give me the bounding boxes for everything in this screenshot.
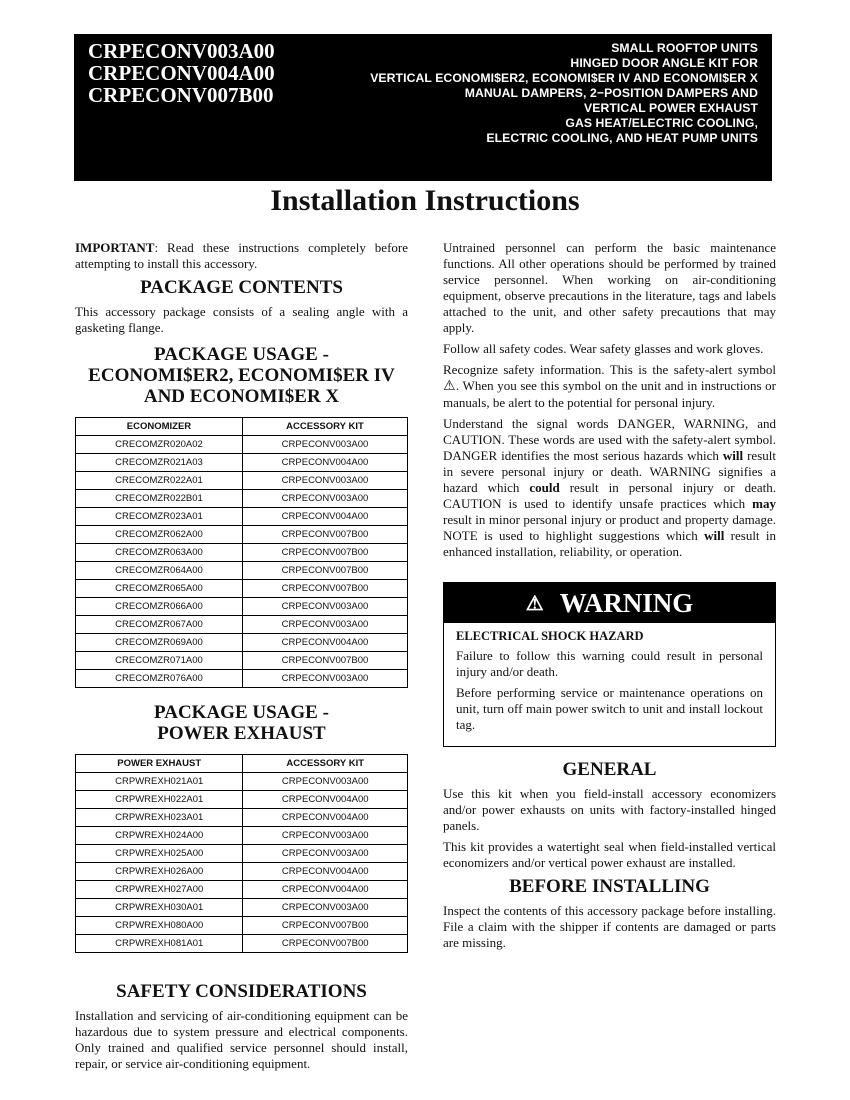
table-cell: CRPECONV003A00 [243, 899, 408, 917]
description-line: GAS HEAT/ELECTRIC COOLING, [565, 116, 758, 130]
before-installing-heading: BEFORE INSTALLING [509, 876, 710, 897]
column-header: ACCESSORY KIT [242, 418, 407, 436]
left-column [75, 240, 408, 1077]
table-cell: CRPECONV007B00 [243, 935, 408, 953]
table-cell: CRPECONV007B00 [242, 580, 407, 598]
table-row [76, 863, 408, 881]
table-cell: CRPWREXH024A00 [76, 827, 243, 845]
table-cell: CRPWREXH030A01 [76, 899, 243, 917]
table-cell: CRPECONV004A00 [243, 791, 408, 809]
table-row [76, 616, 408, 634]
important-note: IMPORTANT: Read these instructions completely before attempting to install this accessory. [75, 240, 408, 271]
table-row [76, 544, 408, 562]
table-cell: CRPWREXH023A01 [76, 809, 243, 827]
warning-subtitle: ELECTRICAL SHOCK HAZARD [456, 629, 644, 643]
safety-alert-paragraph: Recognize safety information. This is the safety-alert symbol ⚠. When you see this symbol on the unit and in instructions or manuals, be alert to the potential for personal injury. [443, 362, 776, 410]
model-numbers [88, 40, 275, 106]
table-cell: CRPECONV004A00 [243, 863, 408, 881]
table-row [76, 490, 408, 508]
model-number: CRPECONV003A00 [88, 39, 275, 63]
warning-triangle-icon: ⚠ [525, 592, 544, 615]
warning-header [444, 583, 775, 623]
description-line: VERTICAL ECONOMI$ER2, ECONOMI$ER IV AND ECONOMI$ER X [370, 71, 758, 85]
description-line: ELECTRIC COOLING, AND HEAT PUMP UNITS [486, 131, 758, 145]
table-cell: CRECOMZR067A00 [76, 616, 243, 634]
description-line: MANUAL DAMPERS, 2−POSITION DAMPERS AND [464, 86, 758, 100]
table-row [76, 791, 408, 809]
signal-words-paragraph: Understand the signal words DANGER, WARNING, and CAUTION. These words are used with the safety-alert symbol. DANGER identifies the most serious hazards which will result in severe personal injury or death. WARNING signifies a hazard which could result in personal injury or death. CAUTION is used to identify unsafe practices which may result in minor personal injury or product and property damage. NOTE is used to highlight suggestions which will result in enhanced installation, reliability, or operation. [443, 416, 776, 559]
table-row [76, 917, 408, 935]
table-cell: CRECOMZR022B01 [76, 490, 243, 508]
table-row [76, 598, 408, 616]
general-paragraph: Use this kit when you field-install accessory economizers and/or power exhausts on units with factory-installed hinged panels. [443, 786, 776, 833]
table-cell: CRECOMZR020A02 [76, 436, 243, 454]
column-header: ACCESSORY KIT [243, 755, 408, 773]
table-cell: CRECOMZR021A03 [76, 454, 243, 472]
general-paragraph: This kit provides a watertight seal when field-installed vertical economizers and/or vertical power exhaust are installed. [443, 839, 776, 870]
table-cell: CRPECONV003A00 [242, 670, 407, 688]
table-cell: CRPECONV007B00 [242, 544, 407, 562]
table-row [76, 935, 408, 953]
table-cell: CRECOMZR023A01 [76, 508, 243, 526]
table-cell: CRPECONV007B00 [242, 526, 407, 544]
safety-heading: SAFETY CONSIDERATIONS [116, 981, 367, 1002]
table-cell: CRPECONV003A00 [243, 773, 408, 791]
table-cell: CRPECONV004A00 [242, 454, 407, 472]
table-cell: CRPECONV003A00 [242, 472, 407, 490]
table-cell: CRPECONV004A00 [243, 809, 408, 827]
table-row [76, 773, 408, 791]
header-banner [74, 34, 772, 181]
model-number: CRPECONV007B00 [88, 83, 274, 107]
right-column [443, 240, 776, 956]
product-description [370, 41, 758, 146]
power-exhaust-table [75, 754, 408, 953]
table-cell: CRECOMZR069A00 [76, 634, 243, 652]
table-cell: CRPWREXH025A00 [76, 845, 243, 863]
table-cell: CRECOMZR063A00 [76, 544, 243, 562]
safety-paragraph: Follow all safety codes. Wear safety glasses and work gloves. [443, 341, 764, 356]
table-cell: CRPWREXH022A01 [76, 791, 243, 809]
table-row [76, 845, 408, 863]
table-cell: CRECOMZR071A00 [76, 652, 243, 670]
before-installing-paragraph: Inspect the contents of this accessory package before installing. File a claim with the shipper if contents are damaged or parts are missing. [443, 903, 776, 950]
table-row [76, 670, 408, 688]
economizer-table [75, 417, 408, 688]
table-cell: CRPWREXH021A01 [76, 773, 243, 791]
package-usage-econ-heading: PACKAGE USAGE - ECONOMI$ER2, ECONOMI$ER IV AND ECONOMI$ER X [88, 344, 395, 407]
table-row [76, 827, 408, 845]
warning-body [444, 623, 775, 746]
warning-triangle-icon: ⚠ [443, 379, 456, 394]
table-row [76, 580, 408, 598]
table-cell: CRECOMZR062A00 [76, 526, 243, 544]
table-cell: CRPECONV003A00 [243, 827, 408, 845]
safety-paragraph: Installation and servicing of air-conditioning equipment can be hazardous due to system pressure and electrical components. Only trained and qualified service personnel should install, repair, or service air-conditioning equipment. [75, 1008, 408, 1071]
table-cell: CRPECONV003A00 [242, 598, 407, 616]
table-row [76, 809, 408, 827]
description-line: SMALL ROOFTOP UNITS [611, 41, 758, 55]
table-row [76, 508, 408, 526]
column-header: ECONOMIZER [76, 418, 243, 436]
table-row [76, 634, 408, 652]
table-row [76, 454, 408, 472]
table-row [76, 652, 408, 670]
package-contents-heading: PACKAGE CONTENTS [140, 277, 343, 298]
description-line: HINGED DOOR ANGLE KIT FOR [570, 56, 758, 70]
package-usage-exhaust-heading: PACKAGE USAGE - POWER EXHAUST [154, 702, 329, 744]
package-contents-text: This accessory package consists of a sealing angle with a gasketing flange. [75, 304, 408, 335]
table-cell: CRPECONV003A00 [242, 436, 407, 454]
table-row [76, 526, 408, 544]
table-row [76, 472, 408, 490]
table-cell: CRPECONV003A00 [242, 616, 407, 634]
table-cell: CRECOMZR065A00 [76, 580, 243, 598]
warning-text: Failure to follow this warning could result in personal injury and/or death. [456, 648, 763, 679]
table-cell: CRECOMZR022A01 [76, 472, 243, 490]
warning-title: WARNING [559, 587, 694, 618]
model-number: CRPECONV004A00 [88, 61, 275, 85]
table-cell: CRPECONV007B00 [243, 917, 408, 935]
page-title: Installation Instructions [270, 184, 580, 217]
table-row [76, 436, 408, 454]
table-cell: CRPECONV003A00 [242, 490, 407, 508]
table-row [76, 881, 408, 899]
description-line: VERTICAL POWER EXHAUST [584, 101, 758, 115]
table-row [76, 562, 408, 580]
safety-paragraph: Untrained personnel can perform the basic maintenance functions. All other operations should be performed by trained service personnel. When working on air-conditioning equipment, observe precautions in the literature, tags and labels attached to the unit, and other safety precautions that may apply. [443, 240, 776, 335]
table-row [76, 899, 408, 917]
column-header: POWER EXHAUST [76, 755, 243, 773]
warning-box [443, 582, 776, 747]
table-cell: CRPECONV003A00 [243, 845, 408, 863]
table-cell: CRPECONV004A00 [242, 634, 407, 652]
table-cell: CRPWREXH027A00 [76, 881, 243, 899]
table-cell: CRPECONV007B00 [242, 562, 407, 580]
general-heading: GENERAL [562, 759, 657, 780]
table-cell: CRPWREXH080A00 [76, 917, 243, 935]
table-cell: CRPWREXH026A00 [76, 863, 243, 881]
table-cell: CRECOMZR064A00 [76, 562, 243, 580]
table-cell: CRPECONV004A00 [242, 508, 407, 526]
table-cell: CRPWREXH081A01 [76, 935, 243, 953]
table-cell: CRPECONV007B00 [242, 652, 407, 670]
table-cell: CRECOMZR076A00 [76, 670, 243, 688]
warning-text: Before performing service or maintenance operations on unit, turn off main power switch to unit and install lockout tag. [456, 685, 763, 732]
table-cell: CRPECONV004A00 [243, 881, 408, 899]
table-cell: CRECOMZR066A00 [76, 598, 243, 616]
